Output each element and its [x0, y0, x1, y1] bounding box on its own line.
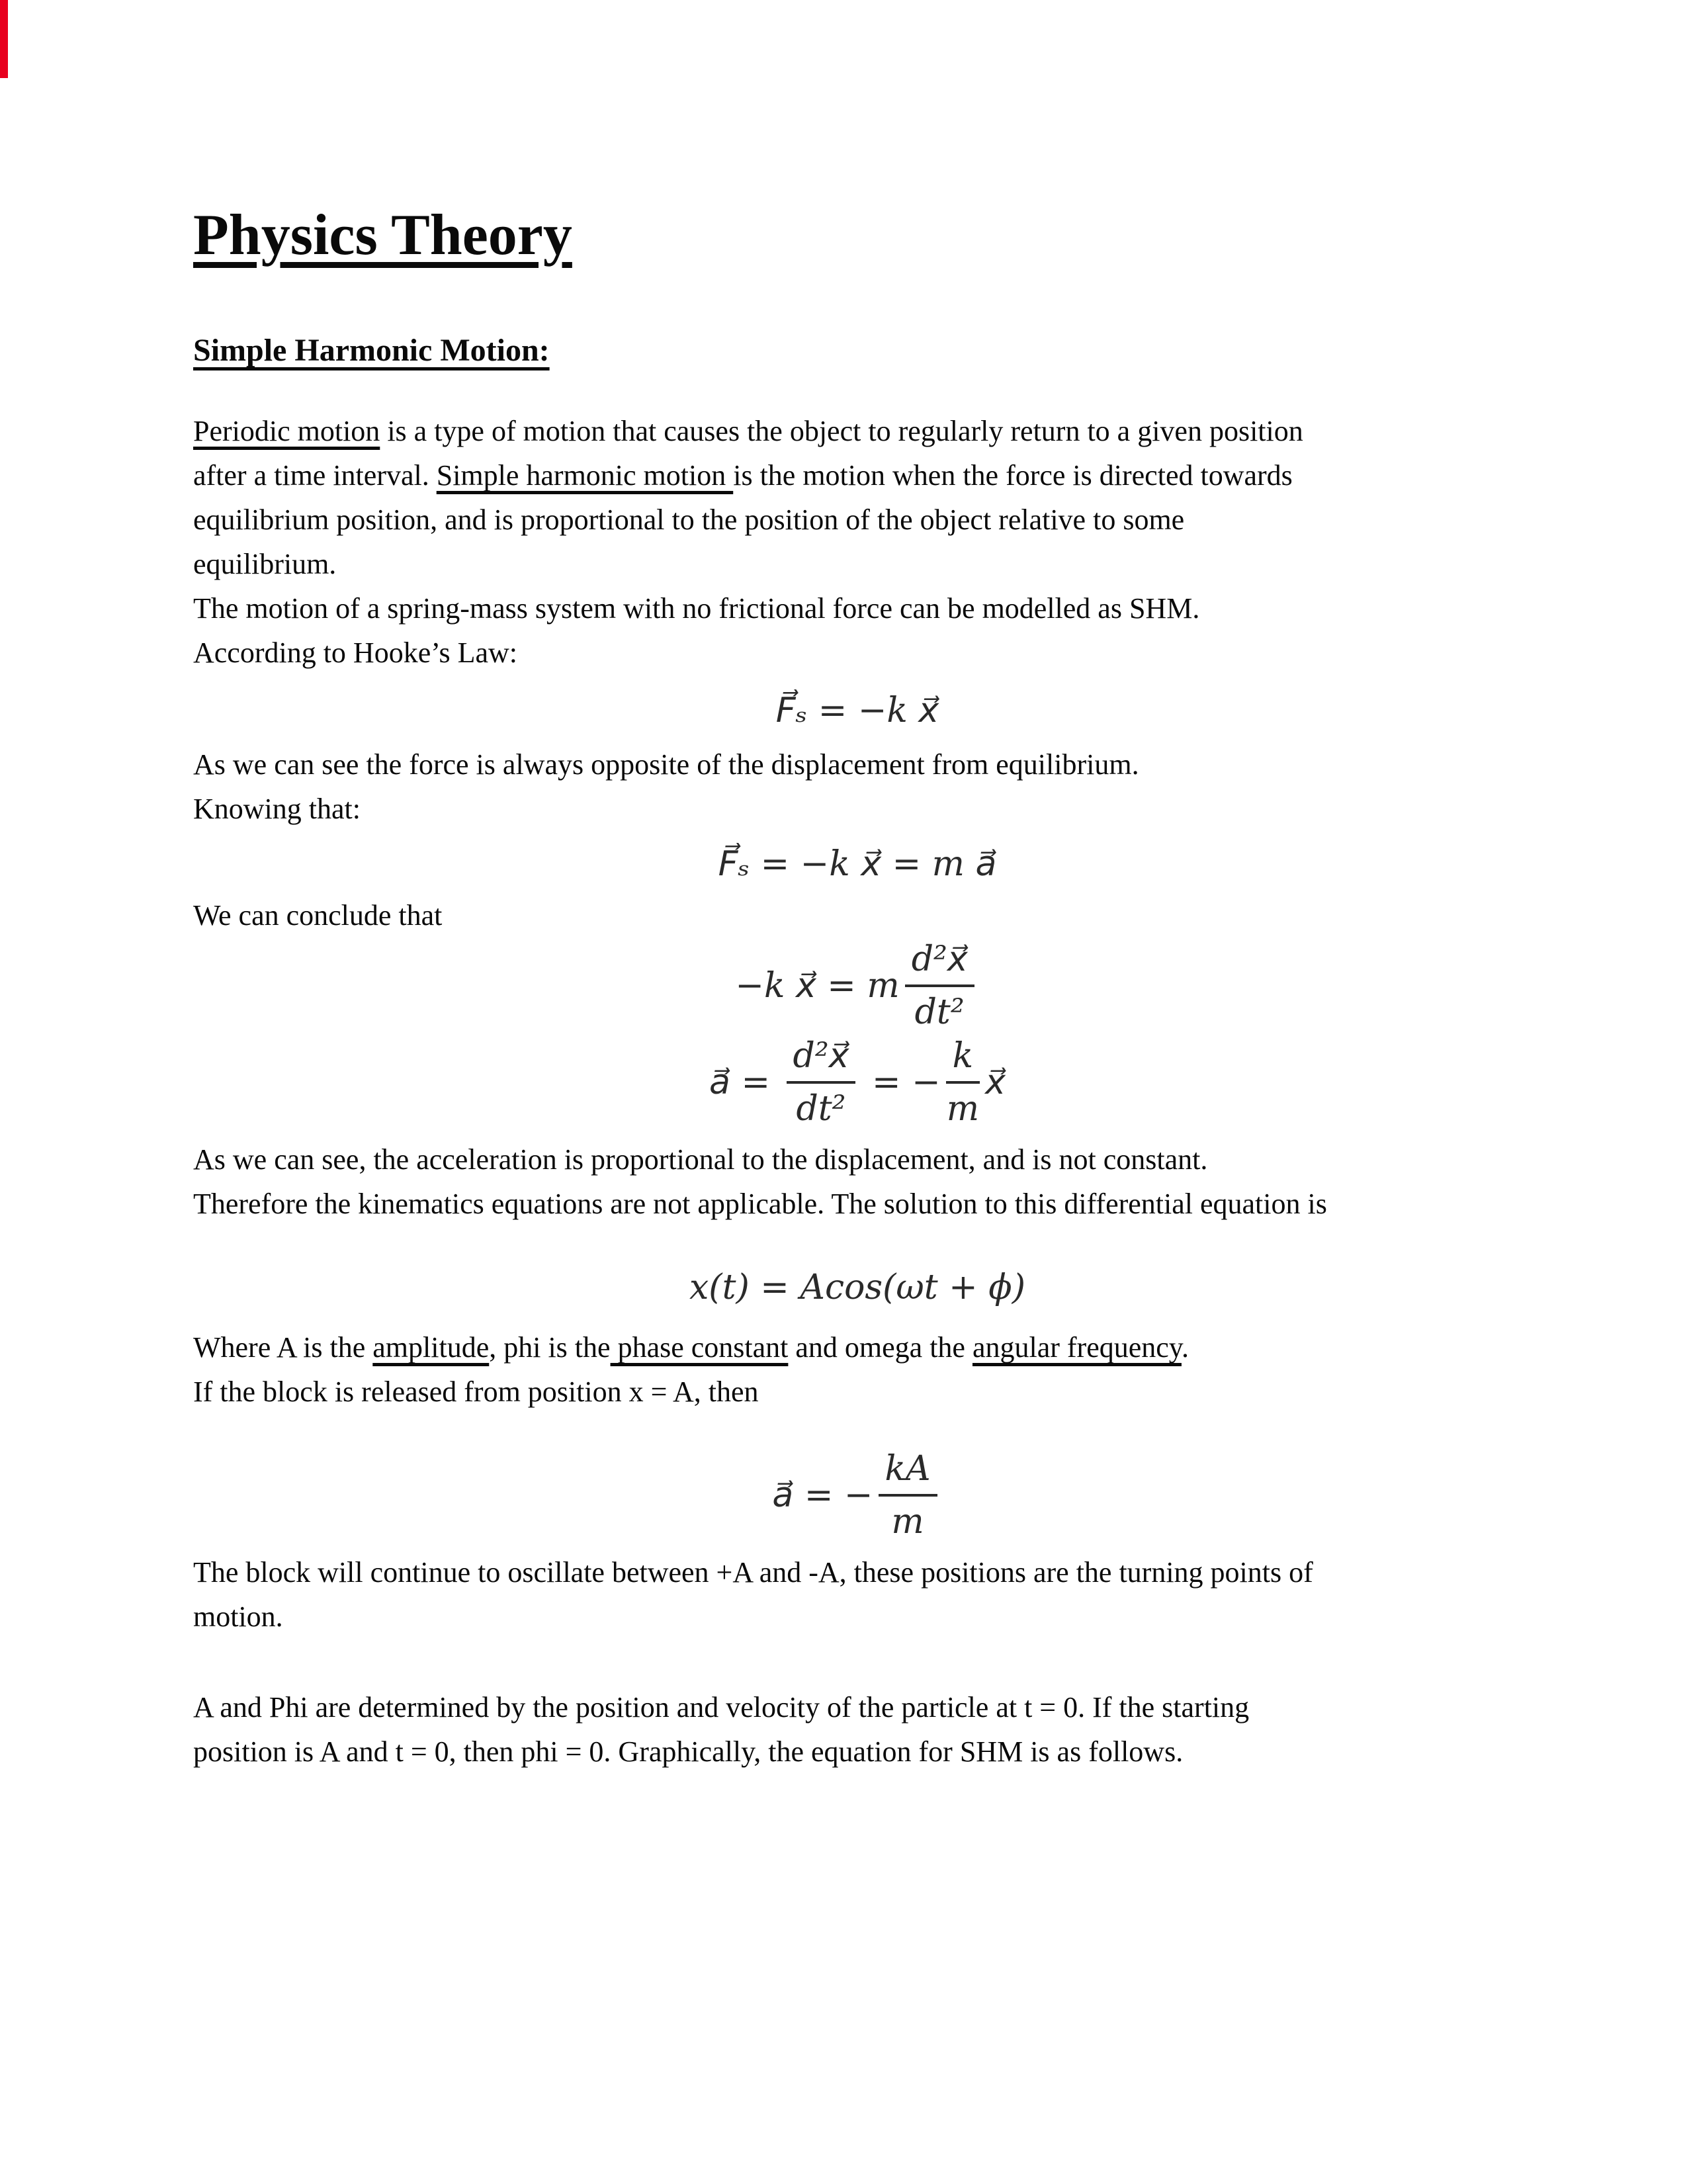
text-segment: , phi is the — [489, 1331, 611, 1364]
fraction-numerator: kA — [879, 1448, 937, 1497]
text-segment: is the motion when the force is directed towards — [733, 459, 1293, 492]
text-segment: As we can see, the acceleration is proportional to the displacement, and is not constant. — [193, 1143, 1208, 1176]
red-corner-mark — [0, 0, 8, 78]
acceleration-equation — [193, 1035, 1522, 1129]
text-segment: The motion of a spring-mass system with no frictional force can be modelled as SHM. — [193, 592, 1200, 625]
intro-paragraph — [193, 409, 1522, 586]
page-title: Physics Theory — [193, 203, 572, 267]
text-segment: If the block is released from position x = A, then — [193, 1376, 759, 1408]
fraction — [787, 1035, 856, 1129]
text-segment: Therefore the kinematics equations are not applicable. The solution to this differential equation is — [193, 1188, 1327, 1220]
force-displacement-paragraph — [193, 742, 1522, 831]
equation-text: x⃗ — [985, 1063, 1006, 1102]
text-segment: The block will continue to oscillate between +A and -A, these positions are the turning points of — [193, 1556, 1313, 1589]
underlined-text: phase constant — [610, 1331, 789, 1364]
oscillation-paragraph — [193, 1550, 1522, 1639]
text-segment: As we can see the force is always opposite of the displacement from equilibrium. — [193, 748, 1139, 781]
conclude-paragraph — [193, 893, 1522, 938]
text-segment: equilibrium position, and is proportional to the position of the object relative to some — [193, 503, 1185, 536]
fraction-numerator: k — [946, 1035, 980, 1084]
text-segment: motion. — [193, 1600, 283, 1633]
section-heading: Simple Harmonic Motion: — [193, 333, 550, 368]
equation-text: a⃗ = — [709, 1063, 781, 1102]
newton-combined-equation — [193, 835, 1522, 893]
equation-text: x(t) = Acos(ωt + ϕ) — [689, 1268, 1026, 1307]
underlined-text: Periodic motion — [193, 415, 380, 447]
fraction-numerator: d²x⃗ — [787, 1035, 856, 1084]
text-segment: is a type of motion that causes the object to regularly return to a given position — [380, 415, 1303, 447]
amplitude-definition-paragraph — [193, 1325, 1522, 1414]
equation-text: F⃗ₛ = −k x⃗ — [775, 691, 939, 730]
text-segment: We can conclude that — [193, 899, 443, 932]
fraction-denominator: m — [946, 1089, 980, 1129]
text-segment: . — [1181, 1331, 1189, 1364]
fraction-denominator: dt² — [914, 992, 965, 1032]
text-segment: A and Phi are determined by the position and velocity of the particle at t = 0. If the starting — [193, 1691, 1250, 1724]
text-segment: after a time interval. — [193, 459, 437, 492]
kinematics-paragraph — [193, 1137, 1522, 1226]
underlined-text: angular frequency — [972, 1331, 1182, 1364]
text-segment: Knowing that: — [193, 793, 361, 825]
fraction — [879, 1448, 937, 1542]
text-segment: equilibrium. — [193, 548, 337, 580]
equation-text: F⃗ₛ = −k x⃗ = m a⃗ — [718, 844, 997, 884]
fraction-denominator: dt² — [796, 1089, 846, 1129]
hookes-law-equation — [193, 679, 1522, 742]
text-segment: Where A is the — [193, 1331, 373, 1364]
fraction — [905, 939, 974, 1033]
differential-equation — [193, 939, 1522, 1033]
underlined-text: amplitude — [372, 1331, 490, 1364]
equation-text: −k x⃗ = m — [735, 966, 900, 1006]
shm-solution-equation — [193, 1258, 1522, 1317]
release-acceleration-equation — [193, 1448, 1522, 1542]
underlined-text: Simple harmonic motion — [436, 459, 734, 492]
text-segment: position is A and t = 0, then phi = 0. Graphically, the equation for SHM is as follows. — [193, 1735, 1184, 1768]
text-segment: and omega the — [788, 1331, 973, 1364]
fraction-numerator: d²x⃗ — [905, 939, 974, 987]
text-segment: According to Hooke’s Law: — [193, 636, 517, 669]
phase-determination-paragraph — [193, 1685, 1522, 1774]
fraction-denominator: m — [891, 1502, 924, 1542]
equation-text: a⃗ = − — [772, 1475, 873, 1515]
fraction — [946, 1035, 980, 1129]
hookes-law-paragraph — [193, 586, 1522, 675]
equation-text: = − — [861, 1063, 941, 1102]
